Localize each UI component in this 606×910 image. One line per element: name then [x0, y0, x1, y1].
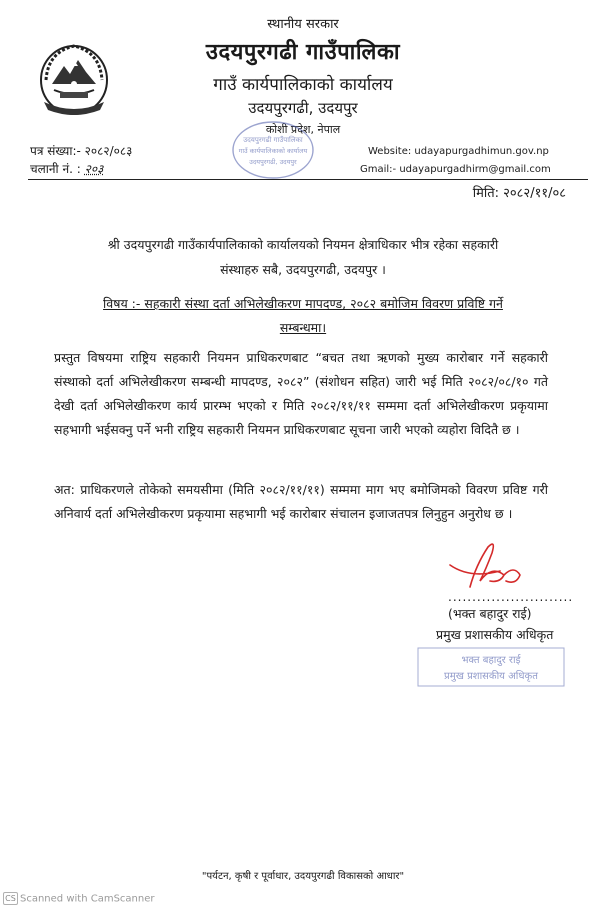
letter-number-label: पत्र संख्या:-	[30, 144, 81, 158]
camscanner-watermark	[3, 892, 155, 905]
dispatch-number-label: चलानी नं. :	[30, 162, 81, 176]
handwritten-signature	[430, 535, 530, 590]
dispatch-number	[30, 160, 103, 177]
office-address: उदयपुरगढी, उदयपुर	[248, 99, 358, 117]
office-round-stamp	[218, 112, 328, 182]
letter-number	[30, 142, 132, 159]
signatory-title: प्रमुख प्रशासकीय अधिकृत	[436, 627, 554, 642]
office-name: गाउँ कार्यपालिकाको कार्यालय	[213, 75, 393, 95]
dispatch-number-value: २०३	[84, 162, 104, 176]
signatory-name: (भक्त बहादुर राई)	[448, 606, 532, 621]
footer-slogan: "पर्यटन, कृषी र पूर्वाधार, उदयपुरगढी विकासको आधार"	[201, 871, 405, 882]
website-link[interactable]: Website: udayapurgadhimun.gov.np	[368, 146, 549, 157]
subject-block	[48, 292, 558, 340]
government-level: स्थानीय सरकार	[267, 17, 339, 32]
gmail-address[interactable]: Gmail:- udayapurgadhirm@gmail.com	[360, 164, 551, 175]
municipality-name: उदयपुरगढी गाउँपालिका	[205, 40, 401, 65]
recipient-line1: श्री उदयपुरगढी गाउँकार्यपालिकाको कार्यालयको नियमन क्षेत्राधिकार भीत्र रहेका सहकारी	[107, 237, 499, 252]
round-stamp-line2: गाउँ कार्यपालिकाको कार्यालय	[238, 147, 308, 155]
letter-number-value: २०८२/०८३	[84, 144, 133, 158]
name-stamp-line1: भक्त बहादुर राई	[461, 655, 521, 666]
date-label: मिति:	[472, 186, 500, 201]
recipient-line2: संस्थाहरु सबै, उदयपुरगढी, उदयपुर ।	[220, 262, 386, 277]
letter-date	[473, 183, 566, 201]
subject-line1: विषय :- सहकारी संस्था दर्ता अभिलेखीकरण मापदण्ड, २०८२ बमोजिम विवरण प्रविष्टि गर्ने	[103, 296, 503, 311]
camscanner-logo-icon: CS	[3, 892, 18, 905]
camscanner-text: Scanned with CamScanner	[20, 893, 155, 905]
signature-line: ..........................	[448, 590, 574, 604]
body-paragraph-2: अत: प्राधिकरणले तोकेको समयसीमा (मिति २०८२/११/११) सम्ममा माग भए बमोजिमको विवरण प्रविष्ट गरी अनिवार्य दर्ता अभिलेखीकरण प्रकृयामा सहभागी भई कारोबार संचालन इजाजतपत्र लिनुहुन अनुरोध छ ।	[54, 482, 548, 521]
name-stamp-line2: प्रमुख प्रशासकीय अधिकृत	[444, 671, 538, 682]
round-stamp-line1: उदयपुरगढी गाउँपालिका	[243, 136, 303, 144]
header-divider	[28, 179, 588, 180]
body-paragraph-1: प्रस्तुत विषयमा राष्ट्रिय सहकारी नियमन प्राधिकरणबाट “बचत तथा ऋणको मुख्य कारोबार गर्ने सहकारी संस्थाको दर्ता अभिलेखीकरण सम्बन्धी मापदण्ड, २०८२” (संशोधन सहित) जारी भई मिति २०८२/०८/१० गते देखी दर्ता अभिलेखीकरण कार्य प्रारम्भ भएको र मिति २०८२/११/११ सम्ममा दर्ता अभिलेखीकरण प्रकृयामा सहभागी भईसक्नु पर्ने भनी राष्ट्रिय सहकारी नियमन प्राधिकरणबाट सूचना जारी भएको व्यहोरा विदितै छ ।	[54, 350, 548, 437]
name-stamp	[416, 646, 566, 688]
round-stamp-line3: उदयपुरगढी, उदयपुर	[249, 158, 297, 166]
province-country: कोशी प्रदेश, नेपाल	[265, 123, 341, 136]
subject-line2: सम्बन्धमा।	[279, 320, 327, 335]
recipient-block	[40, 232, 566, 282]
date-value: २०८२/११/०८	[503, 186, 566, 201]
